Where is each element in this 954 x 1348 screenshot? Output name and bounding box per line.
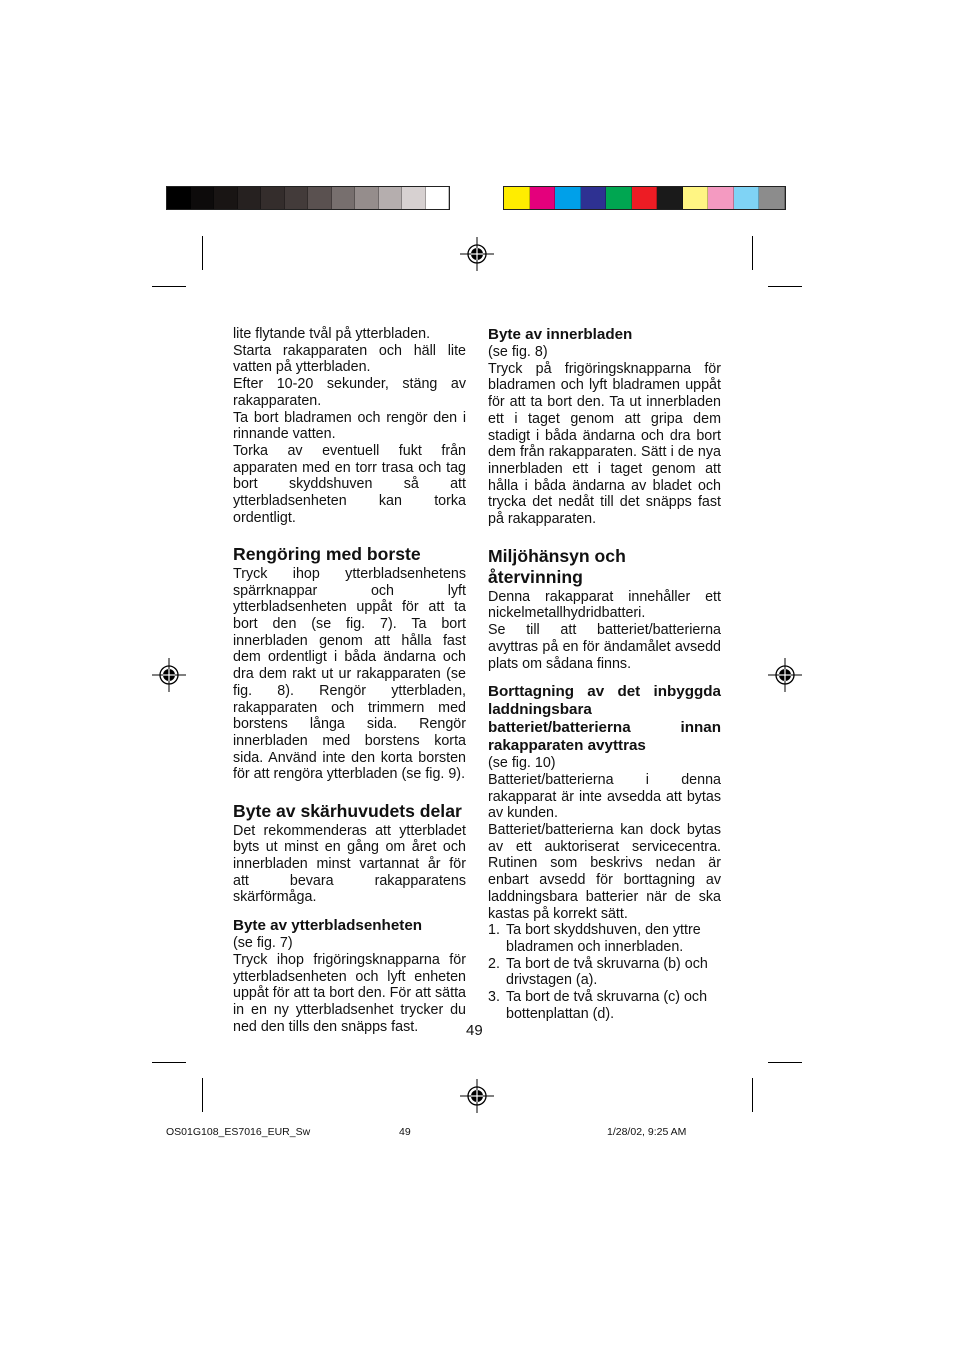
figure-reference: (se fig. 7) [233, 935, 293, 952]
color-swatch [504, 187, 530, 209]
registration-mark-icon [460, 1079, 494, 1113]
color-swatch [683, 187, 709, 209]
replace-parts-heading: Byte av skärhuvudets delar [233, 801, 462, 822]
step-text: Ta bort skyddshuven, den yttre bladramen och innerbladen. [506, 922, 701, 955]
crop-mark [202, 236, 203, 270]
list-item [488, 956, 721, 989]
intro-paragraph: Efter 10-20 sekunder, stäng av rakapparaten. [233, 376, 466, 409]
color-swatch [530, 187, 556, 209]
figure-reference: (se fig. 8) [488, 344, 548, 360]
footer-timestamp: 1/28/02, 9:25 AM [607, 1126, 687, 1138]
brush-cleaning-heading: Rengöring med borste [233, 544, 421, 565]
crop-mark [752, 1078, 753, 1112]
crop-mark [152, 286, 186, 287]
color-swatch [708, 187, 734, 209]
intro-paragraph: lite flytande tvål på ytterbladen. [233, 326, 431, 342]
color-swatch [759, 187, 785, 209]
color-swatch [555, 187, 581, 209]
color-swatch [191, 187, 215, 209]
page-number: 49 [466, 1022, 483, 1039]
color-swatch [632, 187, 658, 209]
color-swatch [606, 187, 632, 209]
inner-blades-heading: Byte av innerbladen [488, 326, 633, 343]
environment-paragraph: Se till att batteriet/batterierna avyttras på en för ändamålet avsedd plats om sådana finns. [488, 622, 721, 672]
color-swatch [261, 187, 285, 209]
color-swatch [581, 187, 607, 209]
process-color-bar [503, 186, 786, 210]
inner-blades-text: Tryck på frigöringsknapparna för bladramen och lyft bladramen uppåt för att ta bort den. Ta ut innerbladen ett i taget genom att gripa dem stadigt i båda ändarna och dra bort dem från rakapparaten. Sätt i de nya innerbladen ett i taget genom att hålla i båda ändarna av bladet och trycka det nedåt till det snäpps fast på rakapparaten. [488, 360, 721, 528]
footer-page: 49 [399, 1126, 411, 1138]
replace-parts-text: Det rekommenderas att ytterbladet byts ut minst en gång om året och innerbladen minst vartannat år för att bevara rakapparatens skärförmåga. [233, 822, 466, 906]
left-column [233, 326, 466, 1035]
battery-removal-paragraph: Batteriet/batterierna kan dock bytas av ett auktoriserat servicecentra. Rutinen som beskrivs nedan är enbart avsedd för borttagning av laddningsbara batterier när de ska kastas på korrekt sätt. [488, 822, 721, 922]
color-swatch [238, 187, 262, 209]
footer-filename: OS01G108_ES7016_EUR_Sw [166, 1126, 311, 1138]
color-swatch [379, 187, 403, 209]
color-swatch [355, 187, 379, 209]
step-text: Ta bort de två skruvarna (b) och drivstagen (a). [506, 955, 708, 989]
crop-mark [768, 1062, 802, 1063]
color-swatch [426, 187, 450, 209]
outer-foil-text: Tryck ihop frigöringsknapparna för ytterbladsenheten och lyft enheten uppåt för att ta bort den. För att sätta in en ny ytterbladsenhet trycker du ned den tills den snäpps fast. [233, 951, 466, 1035]
step-number: 1. [488, 922, 500, 939]
list-item [488, 922, 721, 955]
color-swatch [332, 187, 356, 209]
registration-mark-icon [460, 237, 494, 271]
removal-steps-list [488, 922, 721, 1022]
color-swatch [167, 187, 191, 209]
outer-foil-heading: Byte av ytterbladsenheten [233, 917, 423, 935]
registration-mark-icon [768, 658, 802, 692]
battery-removal-paragraph: Batteriet/batterierna i denna rakapparat är inte avsedda att bytas av kunden. [488, 771, 721, 822]
environment-paragraph: Denna rakapparat innehåller ett nickelmetallhydridbatteri. [488, 588, 721, 622]
figure-reference: (se fig. 10) [488, 755, 556, 772]
color-swatch [214, 187, 238, 209]
environment-heading: Miljöhänsyn och återvinning [488, 545, 626, 588]
color-swatch [308, 187, 332, 209]
battery-removal-heading: Borttagning av det inbyggda laddningsbara batteriet/batterierna innan rakapparaten avyttras [488, 683, 721, 755]
registration-mark-icon [152, 658, 186, 692]
crop-mark [752, 236, 753, 270]
color-swatch [734, 187, 760, 209]
step-number: 2. [488, 955, 500, 972]
intro-paragraph: Starta rakapparaten och häll lite vatten på ytterbladen. [233, 342, 466, 376]
step-number: 3. [488, 989, 500, 1006]
intro-paragraph: Ta bort bladramen och rengör den i rinnande vatten. [233, 409, 466, 443]
crop-mark [152, 1062, 186, 1063]
right-column [488, 326, 721, 1023]
step-text: Ta bort de två skruvarna (c) och bottenplattan (d). [506, 989, 708, 1022]
brush-cleaning-text: Tryck ihop ytterbladsenhetens spärrknappar och lyft ytterbladsenheten uppåt för att ta bort den (se fig. 7). Ta bort innerbladen genom att hålla fast dem ordentligt i båda ändarna och dra dem rakt ut ur rakapparaten (se fig. 8). Rengör ytterbladen, rakapparaten och trimmern med borstens långa sida. Rengör innerbladen med borstens korta sida. Använd inte den korta borsten för att rengöra ytterbladen (se fig. 9). [233, 565, 466, 783]
crop-mark [768, 286, 802, 287]
grayscale-color-bar [166, 186, 450, 210]
color-swatch [657, 187, 683, 209]
list-item [488, 989, 721, 1022]
intro-paragraph: Torka av eventuell fukt från apparaten med en torr trasa och tag bort skyddshuven så att ytterbladsenheten kan torka ordentligt. [233, 442, 466, 526]
color-swatch [402, 187, 426, 209]
crop-mark [202, 1078, 203, 1112]
color-swatch [285, 187, 309, 209]
